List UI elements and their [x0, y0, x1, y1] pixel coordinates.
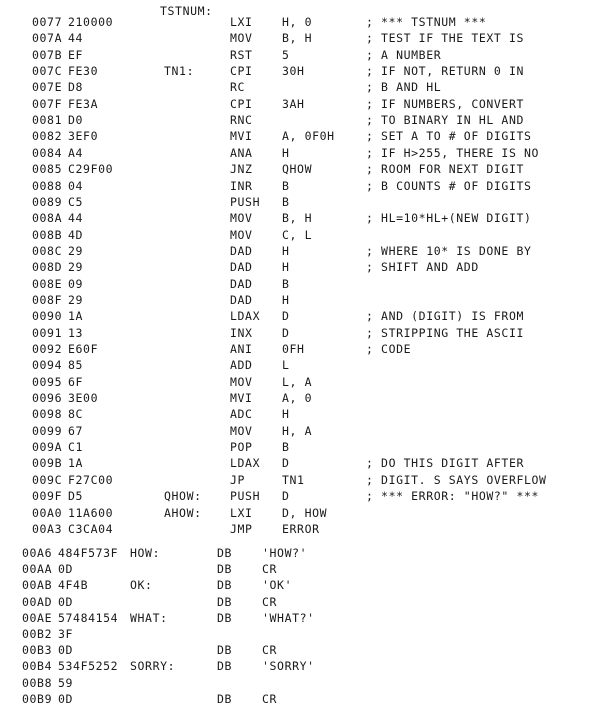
code-label: QHOW:	[164, 489, 202, 503]
mnemonic: RC	[230, 80, 246, 94]
code-label: OK:	[130, 578, 153, 592]
mnemonic: DB	[217, 692, 233, 706]
code-line	[0, 227, 604, 243]
address: 0090	[32, 309, 63, 323]
address: 008F	[32, 293, 63, 307]
address: 007A	[32, 31, 63, 45]
address: 00AE	[22, 611, 53, 625]
operand: A, 0	[282, 391, 313, 405]
code-line	[0, 63, 604, 79]
operand: H	[282, 146, 290, 160]
code-line	[0, 276, 604, 292]
comment: ; *** TSTNUM ***	[366, 15, 487, 29]
operand: 3AH	[282, 97, 305, 111]
address: 00A6	[22, 546, 53, 560]
code-line	[0, 521, 604, 537]
comment: ; SET A TO # OF DIGITS	[366, 129, 532, 143]
operand: D	[282, 489, 290, 503]
code-label: SORRY:	[130, 659, 176, 673]
code-line	[0, 423, 604, 439]
data-line	[0, 594, 604, 610]
data-line	[0, 545, 604, 561]
code-line	[0, 128, 604, 144]
comment: ; B AND HL	[366, 80, 442, 94]
object-code: 67	[68, 424, 84, 438]
operand: C, L	[282, 228, 313, 242]
address: 0085	[32, 162, 63, 176]
comment: ; WHERE 10* IS DONE BY	[366, 244, 532, 258]
object-code: 210000	[68, 15, 114, 29]
address: 009A	[32, 440, 63, 454]
comment: ; TO BINARY IN HL AND	[366, 113, 524, 127]
comment: ; *** ERROR: "HOW?" ***	[366, 489, 540, 503]
mnemonic: ADC	[230, 407, 253, 421]
comment: ; IF NOT, RETURN 0 IN	[366, 64, 524, 78]
address: 0095	[32, 375, 63, 389]
mnemonic: MVI	[230, 129, 253, 143]
object-code: 484F573F	[58, 546, 119, 560]
object-code: A4	[68, 146, 84, 160]
mnemonic: PUSH	[230, 195, 261, 209]
object-code: 0D	[58, 692, 74, 706]
operand: ERROR	[282, 522, 320, 536]
code-line	[0, 308, 604, 324]
data-line	[0, 691, 604, 707]
mnemonic: RNC	[230, 113, 253, 127]
object-code: 8C	[68, 407, 84, 421]
mnemonic: JP	[230, 473, 246, 487]
address: 00AB	[22, 578, 53, 592]
comment: ; STRIPPING THE ASCII	[366, 326, 524, 340]
address: 009C	[32, 473, 63, 487]
operand: 30H	[282, 64, 305, 78]
object-code: 44	[68, 31, 84, 45]
address: 0092	[32, 342, 63, 356]
mnemonic: DB	[217, 659, 233, 673]
operand: L, A	[282, 375, 313, 389]
object-code: 3E00	[68, 391, 99, 405]
code-line	[0, 439, 604, 455]
address: 007C	[32, 64, 63, 78]
object-code: 85	[68, 358, 84, 372]
address: 00B4	[22, 659, 53, 673]
operand: B	[282, 277, 290, 291]
address: 009F	[32, 489, 63, 503]
object-code: 3F	[58, 627, 74, 641]
code-line	[0, 488, 604, 504]
mnemonic: CPI	[230, 97, 253, 111]
object-code: 0D	[58, 562, 74, 576]
code-label: AHOW:	[164, 506, 202, 520]
operand: CR	[262, 562, 278, 576]
operand: H	[282, 407, 290, 421]
object-code: 6F	[68, 375, 84, 389]
operand: D	[282, 309, 290, 323]
code-line	[0, 259, 604, 275]
object-code: 0D	[58, 643, 74, 657]
operand: B	[282, 195, 290, 209]
data-line	[0, 561, 604, 577]
address: 0091	[32, 326, 63, 340]
code-line	[0, 472, 604, 488]
operand: H, 0	[282, 15, 313, 29]
mnemonic: DB	[217, 643, 233, 657]
operand: H, A	[282, 424, 313, 438]
comment: ; HL=10*HL+(NEW DIGIT)	[366, 211, 532, 225]
address: 008A	[32, 211, 63, 225]
mnemonic: DB	[217, 595, 233, 609]
address: 008B	[32, 228, 63, 242]
mnemonic: DAD	[230, 260, 253, 274]
object-code: F27C00	[68, 473, 114, 487]
listing-title: TSTNUM:	[160, 4, 213, 18]
mnemonic: JMP	[230, 522, 253, 536]
code-line	[0, 145, 604, 161]
comment: ; DO THIS DIGIT AFTER	[366, 456, 524, 470]
address: 008D	[32, 260, 63, 274]
comment: ; DIGIT. S SAYS OVERFLOW	[366, 473, 547, 487]
object-code: E60F	[68, 342, 99, 356]
object-code: 29	[68, 260, 84, 274]
operand: B, H	[282, 31, 313, 45]
object-code: 4D	[68, 228, 84, 242]
mnemonic: RST	[230, 48, 253, 62]
address: 00B8	[22, 676, 53, 690]
address: 007B	[32, 48, 63, 62]
mnemonic: DB	[217, 562, 233, 576]
code-line	[0, 79, 604, 95]
object-code: 09	[68, 277, 84, 291]
address: 0077	[32, 15, 63, 29]
mnemonic: DAD	[230, 277, 253, 291]
comment: ; AND (DIGIT) IS FROM	[366, 309, 524, 323]
code-line	[0, 243, 604, 259]
mnemonic: ANA	[230, 146, 253, 160]
object-code: FE30	[68, 64, 99, 78]
mnemonic: MOV	[230, 31, 253, 45]
data-line	[0, 626, 604, 642]
address: 008E	[32, 277, 63, 291]
object-code: C3CA04	[68, 522, 114, 536]
code-line	[0, 455, 604, 471]
operand: H	[282, 293, 290, 307]
mnemonic: LXI	[230, 506, 253, 520]
comment: ; ROOM FOR NEXT DIGIT	[366, 162, 524, 176]
address: 00B2	[22, 627, 53, 641]
code-line	[0, 30, 604, 46]
operand: 0FH	[282, 342, 305, 356]
data-line	[0, 675, 604, 691]
mnemonic: POP	[230, 440, 253, 454]
operand: 'OK'	[262, 578, 293, 592]
code-line	[0, 161, 604, 177]
address: 0088	[32, 179, 63, 193]
operand: CR	[262, 643, 278, 657]
mnemonic: PUSH	[230, 489, 261, 503]
address: 00A0	[32, 506, 63, 520]
mnemonic: INX	[230, 326, 253, 340]
comment: ; CODE	[366, 342, 412, 356]
address: 00AD	[22, 595, 53, 609]
code-line	[0, 292, 604, 308]
operand: TN1	[282, 473, 305, 487]
operand: H	[282, 244, 290, 258]
object-code: 13	[68, 326, 84, 340]
code-line	[0, 357, 604, 373]
comment: ; IF NUMBERS, CONVERT	[366, 97, 524, 111]
object-code: C5	[68, 195, 84, 209]
object-code: 04	[68, 179, 84, 193]
operand: L	[282, 358, 290, 372]
operand: B, H	[282, 211, 313, 225]
code-line	[0, 374, 604, 390]
object-code: 4F4B	[58, 578, 89, 592]
code-line	[0, 47, 604, 63]
mnemonic: JNZ	[230, 162, 253, 176]
comment: ; IF H>255, THERE IS NO	[366, 146, 540, 160]
object-code: 11A600	[68, 506, 114, 520]
address: 00A3	[32, 522, 63, 536]
mnemonic: LDAX	[230, 456, 261, 470]
mnemonic: ANI	[230, 342, 253, 356]
operand: A, 0F0H	[282, 129, 335, 143]
object-code: C1	[68, 440, 84, 454]
comment: ; TEST IF THE TEXT IS	[366, 31, 524, 45]
mnemonic: MOV	[230, 375, 253, 389]
data-line	[0, 610, 604, 626]
address: 0089	[32, 195, 63, 209]
code-line	[0, 194, 604, 210]
object-code: 44	[68, 211, 84, 225]
code-label: TN1:	[164, 64, 195, 78]
operand: D	[282, 456, 290, 470]
code-label: HOW:	[130, 546, 161, 560]
operand: 5	[282, 48, 290, 62]
operand: D, HOW	[282, 506, 328, 520]
object-code: 59	[58, 676, 74, 690]
mnemonic: MOV	[230, 228, 253, 242]
address: 007F	[32, 97, 63, 111]
object-code: D5	[68, 489, 84, 503]
address: 0084	[32, 146, 63, 160]
code-line	[0, 14, 604, 30]
object-code: 0D	[58, 595, 74, 609]
address: 00B3	[22, 643, 53, 657]
comment: ; SHIFT AND ADD	[366, 260, 479, 274]
address: 0082	[32, 129, 63, 143]
operand: B	[282, 179, 290, 193]
mnemonic: DB	[217, 546, 233, 560]
address: 008C	[32, 244, 63, 258]
object-code: 1A	[68, 456, 84, 470]
operand: CR	[262, 692, 278, 706]
code-line	[0, 505, 604, 521]
operand: 'HOW?'	[262, 546, 308, 560]
mnemonic: MOV	[230, 211, 253, 225]
object-code: C29F00	[68, 162, 114, 176]
mnemonic: ADD	[230, 358, 253, 372]
mnemonic: CPI	[230, 64, 253, 78]
object-code: 3EF0	[68, 129, 99, 143]
mnemonic: INR	[230, 179, 253, 193]
code-line	[0, 210, 604, 226]
mnemonic: DAD	[230, 244, 253, 258]
operand: QHOW	[282, 162, 313, 176]
code-line	[0, 390, 604, 406]
object-code: 29	[68, 293, 84, 307]
object-code: FE3A	[68, 97, 99, 111]
code-line	[0, 96, 604, 112]
address: 00AA	[22, 562, 53, 576]
address: 0096	[32, 391, 63, 405]
address: 00B9	[22, 692, 53, 706]
data-line	[0, 577, 604, 593]
data-line	[0, 642, 604, 658]
address: 0098	[32, 407, 63, 421]
mnemonic: DB	[217, 611, 233, 625]
mnemonic: DAD	[230, 293, 253, 307]
code-line	[0, 178, 604, 194]
comment: ; B COUNTS # OF DIGITS	[366, 179, 532, 193]
object-code: 57484154	[58, 611, 119, 625]
object-code: D0	[68, 113, 84, 127]
object-code: EF	[68, 48, 84, 62]
operand: B	[282, 440, 290, 454]
object-code: 29	[68, 244, 84, 258]
address: 0081	[32, 113, 63, 127]
mnemonic: LDAX	[230, 309, 261, 323]
operand: D	[282, 326, 290, 340]
object-code: 534F5252	[58, 659, 119, 673]
data-line	[0, 658, 604, 674]
code-label: WHAT:	[130, 611, 168, 625]
code-line	[0, 112, 604, 128]
mnemonic: MVI	[230, 391, 253, 405]
operand: 'SORRY'	[262, 659, 315, 673]
object-code: 1A	[68, 309, 84, 323]
comment: ; A NUMBER	[366, 48, 442, 62]
operand: CR	[262, 595, 278, 609]
operand: H	[282, 260, 290, 274]
address: 0094	[32, 358, 63, 372]
object-code: D8	[68, 80, 84, 94]
address: 009B	[32, 456, 63, 470]
mnemonic: MOV	[230, 424, 253, 438]
code-line	[0, 325, 604, 341]
code-line	[0, 341, 604, 357]
address: 007E	[32, 80, 63, 94]
code-line	[0, 406, 604, 422]
operand: 'WHAT?'	[262, 611, 315, 625]
mnemonic: DB	[217, 578, 233, 592]
address: 0099	[32, 424, 63, 438]
mnemonic: LXI	[230, 15, 253, 29]
